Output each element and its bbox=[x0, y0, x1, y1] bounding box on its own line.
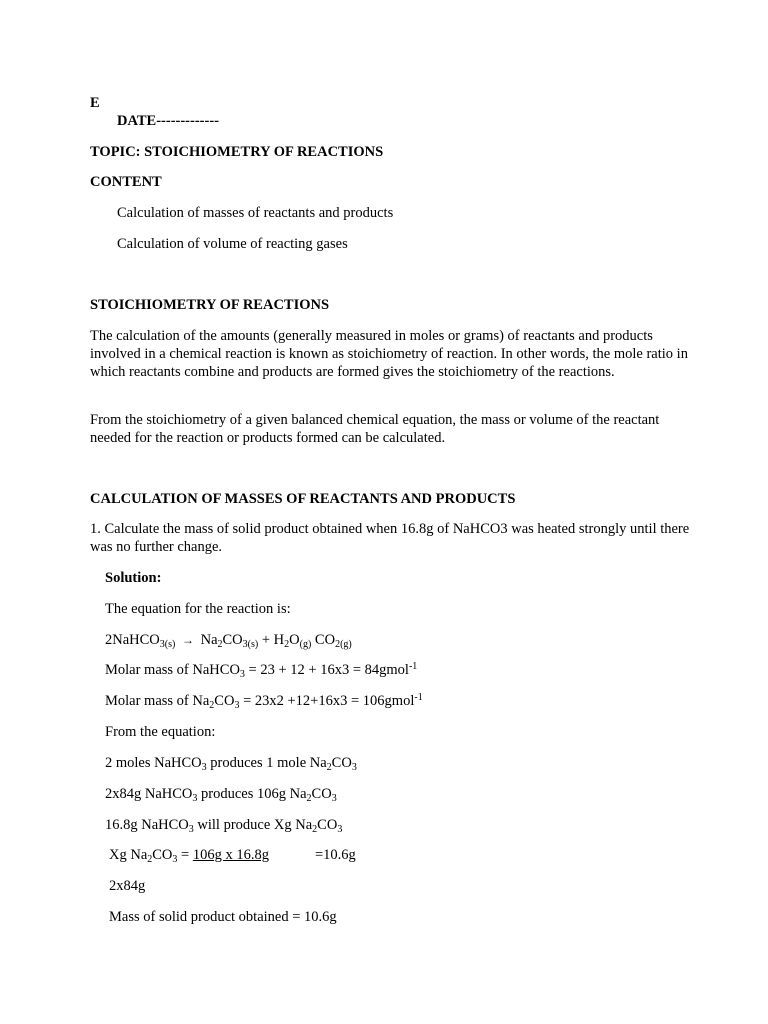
definition-paragraph: The calculation of the amounts (generally measured in moles or grams) of reactants and products involved in a chemical reaction is known as stoichiometry of reaction. In other words, the mole ratio in which reactants combine and products are formed gives the stoichiometry of the reactions. bbox=[90, 328, 688, 380]
equation-intro: The equation for the reaction is: bbox=[105, 601, 291, 617]
section-heading-masses: CALCULATION OF MASSES OF REACTANTS AND PRODUCTS bbox=[90, 491, 516, 507]
calculation-numerator: Xg $Na_2CO_3 = 106g$ x 16.8g bbox=[109, 847, 269, 865]
topic-heading: TOPIC: STOICHIOMETRY OF REACTIONS bbox=[90, 144, 384, 160]
header-letter: E bbox=[90, 95, 100, 111]
date-line: DATE------------- bbox=[117, 113, 219, 129]
section-heading-stoichiometry: STOICHIOMETRY OF REACTIONS bbox=[90, 297, 330, 313]
chemical-equation: 2NaHCO$_{3(s)}$ → $Na_2CO_{3(s)} + H_2O_{(g)}$ $CO_{2(g)}$ bbox=[105, 632, 352, 650]
calculation-result: =10.6g bbox=[315, 847, 356, 863]
mass-ratio-line: 2x84g NaHCO$_3$ produces 106g $Na_2CO_3$ bbox=[105, 786, 337, 804]
from-equation-label: From the equation: bbox=[105, 724, 216, 740]
given-mass-line: 16.8g NaHCO$_3$ will produce Xg $Na_2CO_3$ bbox=[105, 817, 343, 835]
mole-ratio-line: 2 moles NaHCO$_3$ produces 1 mole $Na_2CO_3$ bbox=[105, 755, 357, 773]
stoichiometry-paragraph: From the stoichiometry of a given balanced chemical equation, the mass or volume of the reactant needed for the reaction or products formed can be calculated. bbox=[90, 412, 660, 446]
final-answer: Mass of solid product obtained = 10.6g bbox=[109, 909, 337, 925]
molar-mass-na2co3: Molar mass of $Na_2CO_3 = 23x2 +12+16x3$ = 106gmol$^{-1}$ bbox=[105, 692, 423, 711]
question-1: 1. Calculate the mass of solid product obtained when 16.8g of NaHCO3 was heated strongly until there was no further change. bbox=[90, 521, 690, 555]
content-heading: CONTENT bbox=[90, 174, 162, 190]
calculation-denominator: 2x84g bbox=[109, 878, 146, 894]
reaction-arrow-icon: → bbox=[181, 633, 194, 647]
content-item-2: Calculation of volume of reacting gases bbox=[117, 236, 348, 252]
solution-label: Solution: bbox=[105, 570, 162, 586]
content-item-1: Calculation of masses of reactants and products bbox=[117, 205, 394, 221]
molar-mass-nahco3: Molar mass of NaHCO$_3$ = 23 + 12 + 16x3 = 84gmol$^{-1}$ bbox=[105, 661, 418, 680]
